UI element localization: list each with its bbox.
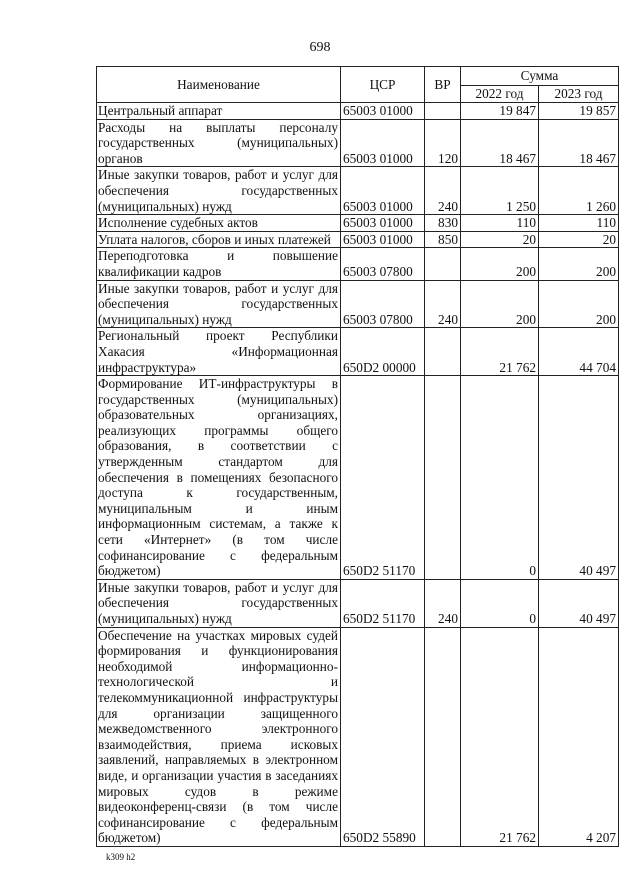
row-csr-cell: 65003 01000 [341,167,425,215]
row-name-cell: Иные закупки товаров, работ и услуг для обеспечения государственных (муниципальных) нужд [97,167,341,215]
table-row [97,376,619,580]
header-year-2023: 2023 год [539,86,619,103]
table-row [97,627,619,846]
row-amount-2023-cell: 200 [539,248,619,280]
header-csr: ЦСР [341,67,425,103]
header-name: Наименование [97,67,341,103]
row-amount-2023-cell: 18 467 [539,119,619,167]
row-vr-cell [425,103,461,120]
row-amount-2023-cell: 4 207 [539,627,619,846]
row-vr-cell [425,248,461,280]
row-amount-2022-cell: 18 467 [461,119,539,167]
row-amount-2022-cell: 200 [461,280,539,328]
row-name-cell: Переподготовка и повышение квалификации кадров [97,248,341,280]
row-name-cell: Иные закупки товаров, работ и услуг для обеспечения государственных (муниципальных) нужд [97,280,341,328]
row-amount-2023-cell: 40 497 [539,376,619,580]
row-csr-cell: 65003 01000 [341,215,425,232]
table-row [97,328,619,376]
row-amount-2023-cell: 44 704 [539,328,619,376]
row-amount-2023-cell: 20 [539,231,619,248]
row-vr-cell [425,328,461,376]
row-amount-2022-cell: 20 [461,231,539,248]
row-vr-cell: 240 [425,280,461,328]
table-row [97,231,619,248]
row-amount-2022-cell: 21 762 [461,328,539,376]
row-vr-cell: 240 [425,579,461,627]
row-name-cell: Формирование ИТ-инфраструктуры в государственных (муниципальных) образовательных организациях, реализующих программы общего образования, в соответствии с утвержденным стандартом для обеспечения в помещениях безопасного доступа к государственным, муниципальным и иным информационным системам, а также к сети «Интернет» (в том числе софинансирование с федеральным бюджетом) [97,376,341,580]
header-vr: ВР [425,67,461,103]
row-vr-cell: 830 [425,215,461,232]
budget-table [96,66,619,847]
row-csr-cell: 650D2 51170 [341,579,425,627]
row-name-cell: Исполнение судебных актов [97,215,341,232]
row-csr-cell: 650D2 00000 [341,328,425,376]
table-row [97,103,619,120]
row-vr-cell [425,376,461,580]
row-amount-2022-cell: 110 [461,215,539,232]
row-name-cell: Иные закупки товаров, работ и услуг для обеспечения государственных (муниципальных) нужд [97,579,341,627]
header-sum: Сумма [461,67,619,86]
header-year-2022: 2022 год [461,86,539,103]
table-row [97,119,619,167]
table-row [97,280,619,328]
row-csr-cell: 65003 01000 [341,119,425,167]
row-amount-2022-cell: 19 847 [461,103,539,120]
page-number: 698 [309,40,331,55]
row-amount-2023-cell: 40 497 [539,579,619,627]
row-amount-2023-cell: 1 260 [539,167,619,215]
row-csr-cell: 65003 01000 [341,103,425,120]
row-csr-cell: 65003 07800 [341,280,425,328]
row-amount-2023-cell: 110 [539,215,619,232]
row-name-cell: Центральный аппарат [97,103,341,120]
row-amount-2022-cell: 21 762 [461,627,539,846]
row-vr-cell: 850 [425,231,461,248]
footer-code: k309 h2 [106,852,136,862]
table-row [97,215,619,232]
row-amount-2022-cell: 1 250 [461,167,539,215]
table-row [97,579,619,627]
row-csr-cell: 650D2 51170 [341,376,425,580]
row-amount-2023-cell: 19 857 [539,103,619,120]
row-name-cell: Обеспечение на участках мировых судей формирования и функционирования необходимой информационно-технологической и телекоммуникационной инфраструктуры для организации защищенного межведомственного электронного взаимодействия, приема исковых заявлений, направляемых в электронном виде, и организации участия в заседаниях мировых судов в режиме видеоконференц-связи (в том числе софинансирование с федеральным бюджетом) [97,627,341,846]
row-csr-cell: 65003 01000 [341,231,425,248]
row-amount-2023-cell: 200 [539,280,619,328]
row-name-cell: Расходы на выплаты персоналу государственных (муниципальных) органов [97,119,341,167]
table-row [97,248,619,280]
row-vr-cell: 120 [425,119,461,167]
row-amount-2022-cell: 200 [461,248,539,280]
row-name-cell: Уплата налогов, сборов и иных платежей [97,231,341,248]
row-csr-cell: 650D2 55890 [341,627,425,846]
row-vr-cell [425,627,461,846]
row-amount-2022-cell: 0 [461,376,539,580]
row-vr-cell: 240 [425,167,461,215]
row-amount-2022-cell: 0 [461,579,539,627]
row-name-cell: Региональный проект Республики Хакасия «Информационная инфраструктура» [97,328,341,376]
row-csr-cell: 65003 07800 [341,248,425,280]
table-row [97,167,619,215]
